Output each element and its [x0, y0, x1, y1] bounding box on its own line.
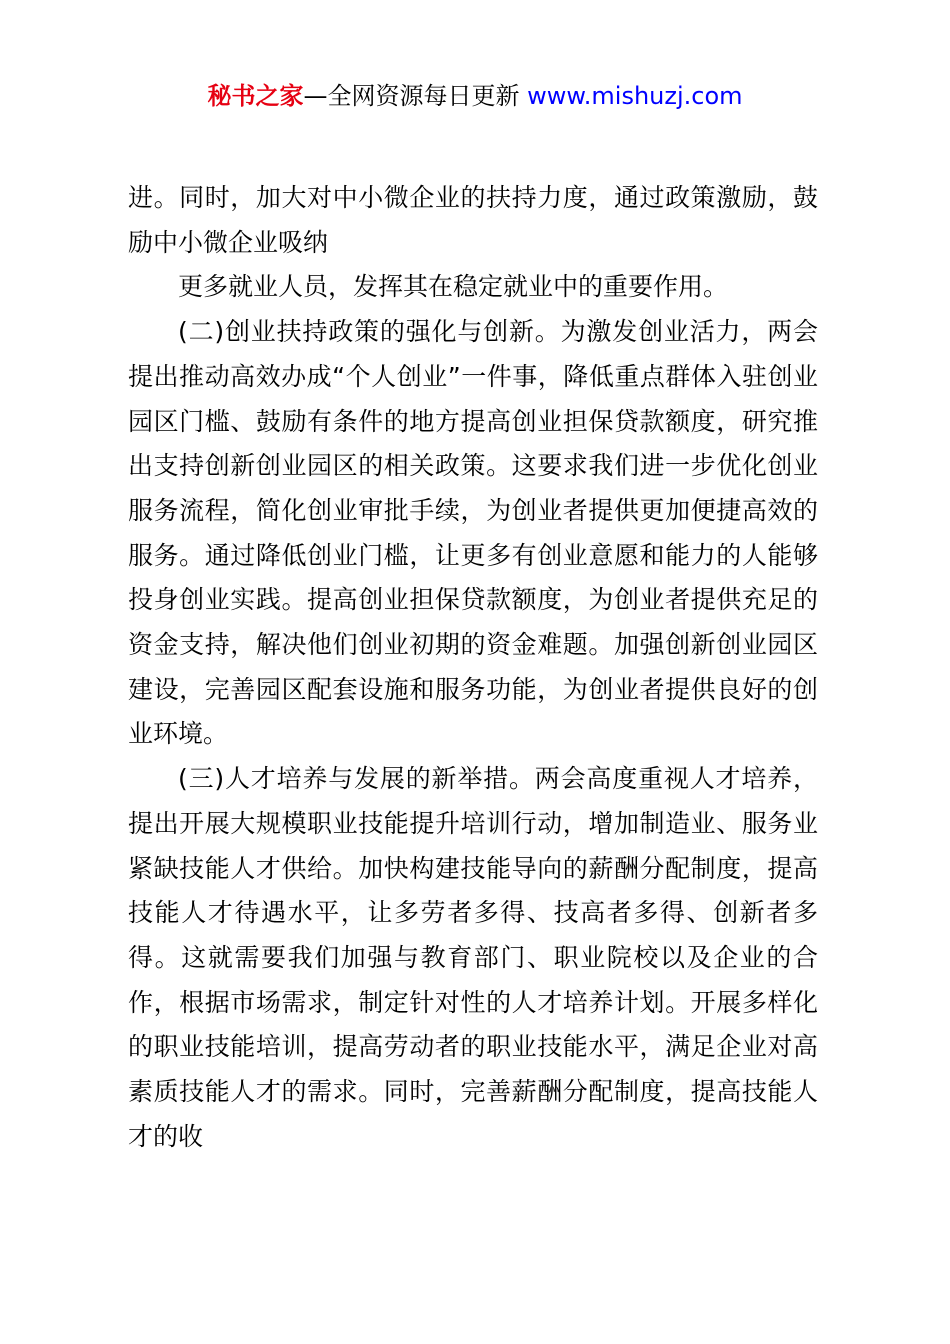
- paragraph-3: (二)创业扶持政策的强化与创新。为激发创业活力，两会提出推动高效办成“个人创业”一件事，降低重点群体入驻创业园区门槛、鼓励有条件的地方提高创业担保贷款额度，研究推出支持创新创业园区的相关政策。这要求我们进一步优化创业服务流程，简化创业审批手续，为创业者提供更加便捷高效的服务。通过降低创业门槛，让更多有创业意愿和能力的人能够投身创业实践。提高创业担保贷款额度，为创业者提供充足的资金支持，解决他们创业初期的资金难题。加强创新创业园区建设，完善园区配套设施和服务功能，为创业者提供良好的创业环境。: [128, 317, 818, 749]
- header-tagline: —全网资源每日更新: [303, 82, 520, 110]
- document-body: [128, 176, 818, 1159]
- site-header: [0, 80, 950, 112]
- header-brand: 秘书之家: [207, 82, 304, 110]
- paragraph-2: 更多就业人员，发挥其在稳定就业中的重要作用。: [178, 272, 729, 302]
- header-site-link[interactable]: www.mishuzj.com: [527, 82, 743, 110]
- paragraph-4: (三)人才培养与发展的新举措。两会高度重视人才培养，提出开展大规模职业技能提升培训行动，增加制造业、服务业紧缺技能人才供给。加快构建技能导向的薪酬分配制度，提高技能人才待遇水平，让多劳者多得、技高者多得、创新者多得。这就需要我们加强与教育部门、职业院校以及企业的合作，根据市场需求，制定针对性的人才培养计划。开展多样化的职业技能培训，提高劳动者的职业技能水平，满足企业对高素质技能人才的需求。同时，完善薪酬分配制度，提高技能人才的收: [128, 764, 818, 1151]
- paragraph-1: 进。同时，加大对中小微企业的扶持力度，通过政策激励，鼓励中小微企业吸纳: [128, 183, 818, 257]
